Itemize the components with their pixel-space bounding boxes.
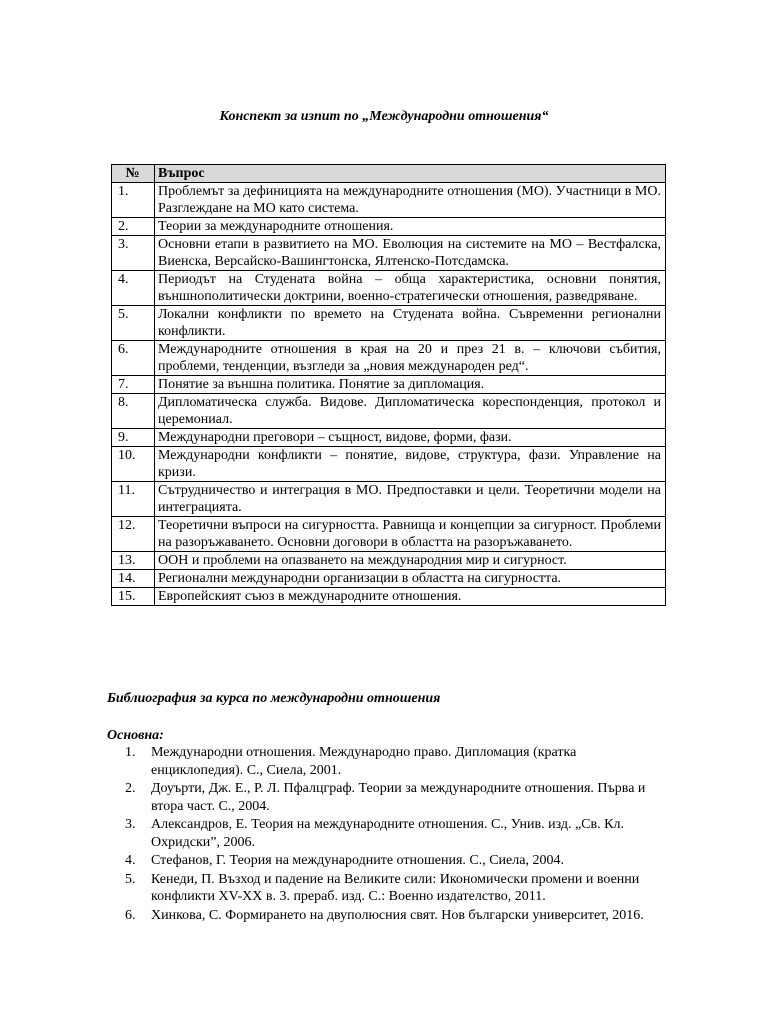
list-item-number: 3. [125, 817, 136, 832]
table-row [112, 482, 666, 517]
table-row [112, 394, 666, 429]
table-header-row [112, 165, 666, 183]
row-question: ООН и проблеми на опазването на международния мир и сигурност. [155, 552, 666, 570]
table-row [112, 236, 666, 271]
row-question: Понятие за външна политика. Понятие за дипломация. [155, 376, 666, 394]
row-question: Проблемът за дефиницията на международните отношения (МО). Участници в МО. Разглеждане на МО като система. [155, 183, 666, 218]
list-item-number: 5. [125, 871, 136, 887]
row-number: 2. [112, 218, 155, 236]
list-item [125, 871, 665, 906]
row-number: 11. [112, 482, 155, 517]
row-number: 12. [112, 517, 155, 552]
row-number: 10. [112, 447, 155, 482]
table-row [112, 429, 666, 447]
table-body [112, 183, 666, 606]
table-row [112, 517, 666, 552]
row-question: Европейският съюз в международните отношения. [155, 588, 666, 606]
row-question: Теоретични въпроси на сигурността. Равнища и концепции за сигурност. Проблеми на разоръжаването. Основни договори в областта на разоръжаването. [155, 517, 666, 552]
table-row [112, 552, 666, 570]
row-question: Теории за международните отношения. [155, 218, 666, 236]
bibliography-subtitle: Основна: [107, 728, 164, 743]
row-number: 1. [112, 183, 155, 218]
table-row [112, 376, 666, 394]
column-header-number: № [112, 165, 155, 183]
table-row [112, 570, 666, 588]
list-item-number: 1. [125, 745, 136, 760]
list-item [125, 744, 665, 779]
list-item-text: Доуърти, Дж. Е., Р. Л. Пфалцграф. Теории за международните отношения. Първа и втора част. С., 2004. [151, 781, 646, 814]
table-row [112, 271, 666, 306]
column-header-question: Въпрос [155, 165, 666, 183]
list-item [125, 780, 665, 815]
row-question: Локални конфликти по времето на Студената война. Съвременни регионални конфликти. [155, 306, 666, 341]
row-number: 14. [112, 570, 155, 588]
row-number: 7. [112, 376, 155, 394]
row-number: 6. [112, 341, 155, 376]
page-title: Конспект за изпит по „Международни отношения“ [219, 109, 549, 124]
list-item-text: Стефанов, Г. Теория на международните отношения. С., Сиела, 2004. [151, 853, 564, 868]
bibliography-list [125, 744, 665, 925]
row-question: Регионални международни организации в областта на сигурността. [155, 570, 666, 588]
row-number: 8. [112, 394, 155, 429]
row-number: 9. [112, 429, 155, 447]
bibliography-title: Библиография за курса по международни отношения [107, 691, 441, 706]
row-number: 15. [112, 588, 155, 606]
list-item-number: 4. [125, 853, 136, 868]
list-item-number: 6. [125, 907, 136, 923]
list-item-text: Кенеди, П. Възход и падение на Великите сили: Икономически промени и военни конфликти XV-XX в. 3. прераб. изд. С.: Военно издателство, 2011. [151, 871, 640, 904]
row-number: 4. [112, 271, 155, 306]
table-row [112, 306, 666, 341]
table-row [112, 588, 666, 606]
list-item [125, 907, 665, 925]
table-row [112, 183, 666, 218]
row-question: Международните отношения в края на 20 и през 21 в. – ключови събития, проблеми, тенденции, възгледи за „новия международен ред“. [155, 341, 666, 376]
list-item-text: Хинкова, С. Формирането на двуполюсния свят. Нов български университет, 2016. [151, 907, 644, 923]
row-question: Периодът на Студената война – обща характеристика, основни понятия, външнополитически доктрини, военно-стратегически отношения, разведряване. [155, 271, 666, 306]
list-item-text: Международни отношения. Международно право. Дипломация (кратка енциклопедия). С., Сиела, 2001. [151, 745, 577, 778]
list-item [125, 852, 665, 870]
table-row [112, 447, 666, 482]
table-row [112, 218, 666, 236]
questions-table [111, 164, 666, 606]
row-number: 13. [112, 552, 155, 570]
row-question: Основни етапи в развитието на МО. Еволюция на системите на МО – Вестфалска, Виенска, Версайско-Вашингтонска, Ялтенско-Потсдамска. [155, 236, 666, 271]
row-question: Дипломатическа служба. Видове. Дипломатическа кореспонденция, протокол и церемониал. [155, 394, 666, 429]
row-number: 3. [112, 236, 155, 271]
row-question: Международни преговори – същност, видове, форми, фази. [155, 429, 666, 447]
list-item-number: 2. [125, 781, 136, 796]
table-row [112, 341, 666, 376]
list-item-text: Александров, Е. Теория на международните отношения. С., Унив. изд. „Св. Кл. Охридски”, 2006. [151, 817, 624, 850]
list-item [125, 816, 665, 851]
row-number: 5. [112, 306, 155, 341]
row-question: Международни конфликти – понятие, видове, структура, фази. Управление на кризи. [155, 447, 666, 482]
row-question: Сътрудничество и интеграция в МО. Предпоставки и цели. Теоретични модели на интеграцията. [155, 482, 666, 517]
